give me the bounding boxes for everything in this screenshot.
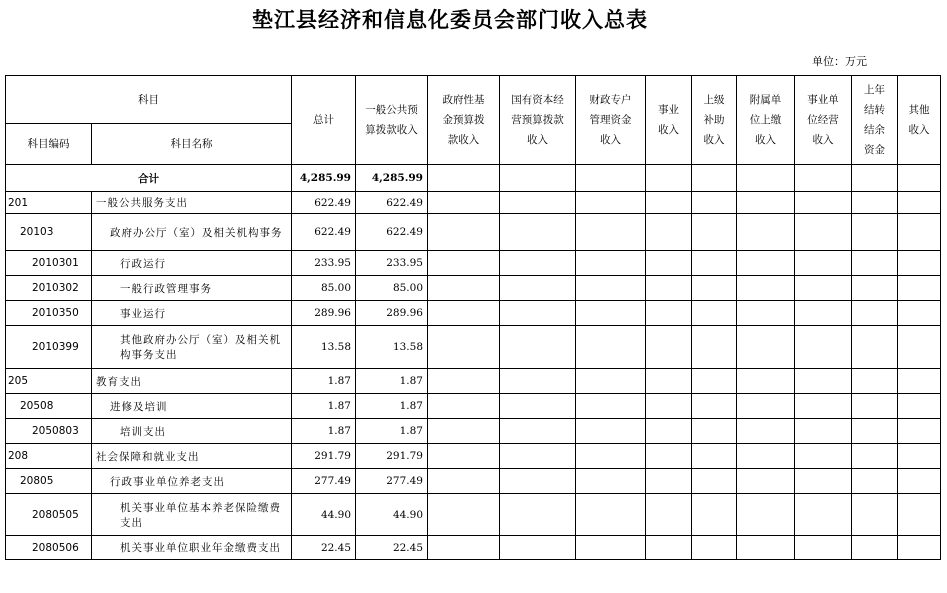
row-total: 44.90 xyxy=(292,494,356,536)
empty-cell xyxy=(795,419,852,444)
header-other: 其他 收入 xyxy=(898,76,941,165)
empty-cell xyxy=(692,469,737,494)
row-total: 1.87 xyxy=(292,419,356,444)
empty-cell xyxy=(852,536,898,560)
header-subject: 科目 xyxy=(6,76,292,124)
table-row xyxy=(6,276,941,301)
row-general: 622.49 xyxy=(356,214,428,251)
empty-cell xyxy=(898,326,941,369)
empty-cell xyxy=(576,276,646,301)
empty-cell xyxy=(852,192,898,214)
row-name: 进修及培训 xyxy=(92,394,292,419)
empty-cell xyxy=(576,369,646,394)
empty-cell xyxy=(500,251,576,276)
empty-cell xyxy=(692,419,737,444)
empty-cell xyxy=(646,494,692,536)
empty-cell xyxy=(646,301,692,326)
empty-cell xyxy=(692,394,737,419)
row-general: 13.58 xyxy=(356,326,428,369)
empty-cell xyxy=(576,251,646,276)
row-general: 233.95 xyxy=(356,251,428,276)
row-name: 政府办公厅（室）及相关机构事务 xyxy=(92,214,292,251)
total-general: 4,285.99 xyxy=(356,165,428,192)
empty-cell xyxy=(898,419,941,444)
empty-cell xyxy=(576,214,646,251)
empty-cell xyxy=(692,369,737,394)
empty-cell xyxy=(576,536,646,560)
empty-cell xyxy=(898,214,941,251)
empty-cell xyxy=(646,251,692,276)
empty-cell xyxy=(428,444,500,469)
row-code: 20805 xyxy=(6,469,92,494)
header-general: 一般公共预 算拨款收入 xyxy=(356,76,428,165)
empty-cell xyxy=(795,536,852,560)
empty-cell xyxy=(428,301,500,326)
empty-cell xyxy=(852,301,898,326)
empty-cell xyxy=(737,192,795,214)
empty-cell xyxy=(646,394,692,419)
income-table xyxy=(5,75,941,560)
table-row xyxy=(6,369,941,394)
empty-cell xyxy=(500,536,576,560)
row-code: 20103 xyxy=(6,214,92,251)
empty-cell xyxy=(500,301,576,326)
header-name: 科目名称 xyxy=(92,124,292,165)
row-code: 2010399 xyxy=(6,326,92,369)
row-general: 622.49 xyxy=(356,192,428,214)
row-code: 2080506 xyxy=(6,536,92,560)
total-label: 合计 xyxy=(6,165,292,192)
row-code: 2010350 xyxy=(6,301,92,326)
empty-cell xyxy=(852,251,898,276)
header-affiliated: 附属单 位上缴 收入 xyxy=(737,76,795,165)
empty-cell xyxy=(898,469,941,494)
header-business: 事业 收入 xyxy=(646,76,692,165)
row-general: 289.96 xyxy=(356,301,428,326)
empty-cell xyxy=(428,419,500,444)
empty-cell xyxy=(852,214,898,251)
empty-cell xyxy=(576,469,646,494)
row-total: 622.49 xyxy=(292,214,356,251)
row-code: 205 xyxy=(6,369,92,394)
empty-cell xyxy=(428,214,500,251)
empty-cell xyxy=(692,276,737,301)
empty-cell xyxy=(646,192,692,214)
empty-cell xyxy=(852,494,898,536)
empty-cell xyxy=(795,394,852,419)
empty-cell xyxy=(692,214,737,251)
empty-cell xyxy=(428,326,500,369)
total-amount: 4,285.99 xyxy=(292,165,356,192)
empty-cell xyxy=(692,536,737,560)
empty-cell xyxy=(737,419,795,444)
empty-cell xyxy=(898,394,941,419)
header-state-capital: 国有资本经 营预算拨款 收入 xyxy=(500,76,576,165)
row-code: 2050803 xyxy=(6,419,92,444)
row-name: 机关事业单位基本养老保险缴费支出 xyxy=(92,494,292,536)
row-general: 85.00 xyxy=(356,276,428,301)
table-row xyxy=(6,419,941,444)
empty-cell xyxy=(795,444,852,469)
empty-cell xyxy=(737,394,795,419)
empty-cell xyxy=(646,276,692,301)
empty-cell xyxy=(737,444,795,469)
empty-cell xyxy=(646,536,692,560)
table-row xyxy=(6,536,941,560)
empty-cell xyxy=(898,276,941,301)
row-name: 行政运行 xyxy=(92,251,292,276)
empty-cell xyxy=(646,326,692,369)
row-total: 233.95 xyxy=(292,251,356,276)
row-total: 622.49 xyxy=(292,192,356,214)
empty-cell xyxy=(852,394,898,419)
empty-cell xyxy=(898,192,941,214)
empty-cell xyxy=(646,214,692,251)
empty-cell xyxy=(576,394,646,419)
table-body xyxy=(6,192,941,560)
row-name: 机关事业单位职业年金缴费支出 xyxy=(92,536,292,560)
empty-cell xyxy=(576,419,646,444)
empty-cell xyxy=(898,444,941,469)
row-total: 1.87 xyxy=(292,394,356,419)
empty-cell xyxy=(692,444,737,469)
empty-cell xyxy=(692,326,737,369)
row-total: 13.58 xyxy=(292,326,356,369)
row-general: 277.49 xyxy=(356,469,428,494)
empty-cell xyxy=(795,301,852,326)
empty-cell xyxy=(898,536,941,560)
row-code: 20508 xyxy=(6,394,92,419)
empty-cell xyxy=(428,494,500,536)
empty-cell xyxy=(737,276,795,301)
empty-cell xyxy=(852,369,898,394)
header-total: 总计 xyxy=(292,76,356,165)
row-code: 2010301 xyxy=(6,251,92,276)
empty-cell xyxy=(692,192,737,214)
row-code: 201 xyxy=(6,192,92,214)
empty-cell xyxy=(737,469,795,494)
table-row xyxy=(6,326,941,369)
empty-cell xyxy=(428,394,500,419)
empty-cell xyxy=(737,494,795,536)
row-total: 277.49 xyxy=(292,469,356,494)
empty-cell xyxy=(795,369,852,394)
table-row xyxy=(6,301,941,326)
empty-cell xyxy=(500,214,576,251)
row-code: 2010302 xyxy=(6,276,92,301)
empty-cell xyxy=(795,214,852,251)
empty-cell xyxy=(428,369,500,394)
empty-cell xyxy=(500,326,576,369)
empty-cell xyxy=(576,444,646,469)
row-name: 社会保障和就业支出 xyxy=(92,444,292,469)
empty-cell xyxy=(500,276,576,301)
row-name: 行政事业单位养老支出 xyxy=(92,469,292,494)
page-title: 垫江县经济和信息化委员会部门收入总表 xyxy=(252,7,648,32)
empty-cell xyxy=(692,251,737,276)
header-operating: 事业单 位经营 收入 xyxy=(795,76,852,165)
empty-cell xyxy=(646,369,692,394)
empty-cell xyxy=(500,444,576,469)
row-code: 2080505 xyxy=(6,494,92,536)
empty-cell xyxy=(500,192,576,214)
table-row xyxy=(6,469,941,494)
empty-cell xyxy=(737,369,795,394)
empty-cell xyxy=(576,494,646,536)
header-superior-subsidy: 上级 补助 收入 xyxy=(692,76,737,165)
empty-cell xyxy=(852,444,898,469)
empty-cell xyxy=(646,444,692,469)
empty-cell xyxy=(737,214,795,251)
table-row xyxy=(6,494,941,536)
header-gov-fund: 政府性基 金预算拨 款收入 xyxy=(428,76,500,165)
header-code: 科目编码 xyxy=(6,124,92,165)
row-name: 其他政府办公厅（室）及相关机构事务支出 xyxy=(92,326,292,369)
row-total: 1.87 xyxy=(292,369,356,394)
unit-label: 单位：万元 xyxy=(812,55,867,68)
empty-cell xyxy=(852,419,898,444)
row-general: 291.79 xyxy=(356,444,428,469)
empty-cell xyxy=(428,276,500,301)
row-total: 22.45 xyxy=(292,536,356,560)
empty-cell xyxy=(428,469,500,494)
empty-cell xyxy=(428,251,500,276)
empty-cell xyxy=(576,301,646,326)
table-row xyxy=(6,251,941,276)
empty-cell xyxy=(500,494,576,536)
empty-cell xyxy=(852,276,898,301)
header-carryover: 上年 结转 结余 资金 xyxy=(852,76,898,165)
empty-cell xyxy=(795,192,852,214)
empty-cell xyxy=(692,494,737,536)
row-total: 85.00 xyxy=(292,276,356,301)
empty-cell xyxy=(646,419,692,444)
empty-cell xyxy=(692,301,737,326)
empty-cell xyxy=(500,369,576,394)
empty-cell xyxy=(852,469,898,494)
empty-cell xyxy=(737,536,795,560)
row-general: 22.45 xyxy=(356,536,428,560)
row-name: 培训支出 xyxy=(92,419,292,444)
empty-cell xyxy=(576,326,646,369)
row-general: 44.90 xyxy=(356,494,428,536)
row-general: 1.87 xyxy=(356,394,428,419)
empty-cell xyxy=(646,469,692,494)
row-name: 一般公共服务支出 xyxy=(92,192,292,214)
empty-cell xyxy=(737,301,795,326)
row-name: 一般行政管理事务 xyxy=(92,276,292,301)
table-row xyxy=(6,214,941,251)
empty-cell xyxy=(898,301,941,326)
row-total: 289.96 xyxy=(292,301,356,326)
row-total: 291.79 xyxy=(292,444,356,469)
table-row xyxy=(6,394,941,419)
header-fiscal-special: 财政专户 管理资金 收入 xyxy=(576,76,646,165)
empty-cell xyxy=(428,536,500,560)
empty-cell xyxy=(898,369,941,394)
empty-cell xyxy=(898,251,941,276)
row-name: 教育支出 xyxy=(92,369,292,394)
empty-cell xyxy=(852,326,898,369)
empty-cell xyxy=(737,326,795,369)
empty-cell xyxy=(500,419,576,444)
row-code: 208 xyxy=(6,444,92,469)
empty-cell xyxy=(795,276,852,301)
empty-cell xyxy=(795,494,852,536)
row-name: 事业运行 xyxy=(92,301,292,326)
empty-cell xyxy=(576,192,646,214)
table-row xyxy=(6,444,941,469)
empty-cell xyxy=(500,394,576,419)
table-row xyxy=(6,192,941,214)
empty-cell xyxy=(795,326,852,369)
row-general: 1.87 xyxy=(356,369,428,394)
empty-cell xyxy=(500,469,576,494)
row-general: 1.87 xyxy=(356,419,428,444)
total-row xyxy=(6,165,941,192)
empty-cell xyxy=(795,469,852,494)
empty-cell xyxy=(795,251,852,276)
empty-cell xyxy=(428,192,500,214)
empty-cell xyxy=(898,494,941,536)
empty-cell xyxy=(737,251,795,276)
